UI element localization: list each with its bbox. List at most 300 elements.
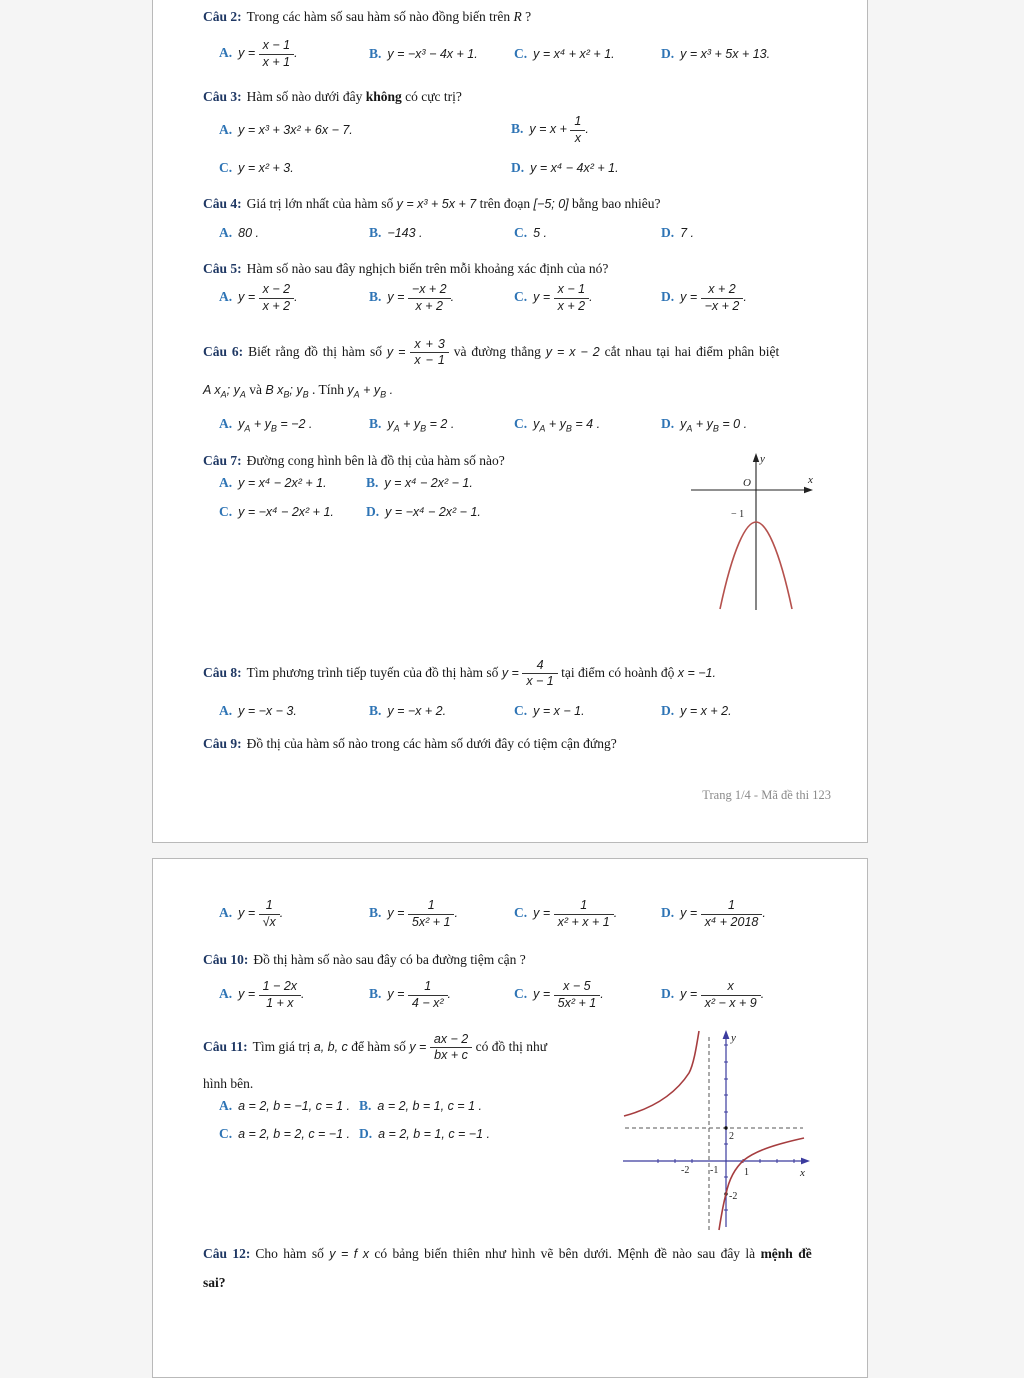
text-segment: có đồ thị như	[472, 1039, 548, 1054]
options-row-cau-7	[219, 500, 843, 524]
subscript: B	[270, 423, 277, 434]
formula: $y_A + y_B = 4$ .	[533, 416, 601, 434]
option-cau-5-c	[514, 282, 661, 314]
text-segment: Hàm số nào sau đây nghịch biến trên mỗi khoảng xác định của nó?	[246, 261, 609, 276]
formula	[386, 336, 449, 368]
option-cau-5-a	[219, 282, 369, 314]
fraction-denominator: bx + c	[430, 1047, 472, 1064]
formula: y = −x⁴ − 2x² + 1.	[238, 505, 334, 519]
fraction-numerator: x − 5	[563, 978, 591, 993]
option-label: D.	[661, 415, 675, 431]
option-label: B.	[369, 415, 382, 431]
formula	[533, 978, 604, 1010]
fraction-numerator: 1	[574, 113, 582, 128]
option-label: B.	[369, 905, 382, 921]
option-label: C.	[219, 1126, 233, 1141]
text-segment: có bảng biến thiên như hình vẽ bên dưới. Mệnh đề nào sau đây là	[368, 1246, 761, 1261]
formula: a = 2, b = 2, c = −1 .	[238, 1127, 351, 1141]
fraction	[701, 281, 747, 314]
formula-prefix: y =	[387, 906, 408, 921]
option-cau-11-b	[359, 1097, 843, 1115]
formula: B $x_B$; $y_B$	[265, 383, 309, 400]
question-line-cau-8	[203, 649, 843, 697]
formula: 7 .	[680, 226, 695, 240]
text-segment: và đường thẳng	[448, 344, 546, 359]
formula-prefix: y =	[533, 906, 554, 921]
text-segment: Tìm giá trị	[252, 1039, 314, 1054]
tick-label-neg1: − 1	[731, 509, 745, 520]
fraction	[408, 282, 451, 314]
hyperbola-right-branch	[719, 1138, 804, 1230]
subscript: A	[220, 389, 227, 400]
text-segment: . Tính	[308, 382, 348, 397]
option-cau-10-b	[369, 979, 514, 1011]
fraction-numerator: 1	[728, 897, 735, 912]
formula	[533, 897, 618, 929]
fraction	[259, 38, 294, 70]
option-label: A.	[219, 1098, 233, 1113]
formula: $y_A + y_B = -2$ .	[238, 416, 313, 434]
formula: y = x³ + 5x + 13.	[680, 47, 771, 61]
option-label: A.	[219, 986, 233, 1002]
formula	[680, 897, 766, 929]
formula-prefix: y =	[238, 906, 259, 921]
option-cau-4-d	[661, 224, 843, 242]
fraction-denominator: x² − x + 9	[701, 995, 761, 1012]
formula-suffix: .	[301, 987, 305, 1002]
fraction	[701, 979, 761, 1011]
option-cau-11-a	[219, 1097, 359, 1115]
question-label: Câu 12:	[203, 1246, 251, 1261]
option-cau-9-d	[661, 898, 843, 930]
question-label: Câu 4:	[203, 196, 242, 211]
formula: y = x³ + 5x + 7	[396, 197, 477, 211]
question-label: Câu 8:	[203, 665, 242, 680]
formula-prefix: y =	[238, 987, 259, 1002]
formula-prefix: y =	[680, 290, 701, 305]
question-line-cau-6	[203, 328, 843, 376]
option-cau-7-c	[219, 503, 366, 521]
question-continuation-cau-6	[203, 378, 843, 402]
option-label: B.	[511, 121, 524, 137]
formula: [−5; 0]	[533, 197, 569, 211]
fraction-numerator: x + 2	[708, 281, 736, 296]
option-label: C.	[514, 225, 528, 240]
fraction	[410, 337, 448, 369]
formula: y = x − 1.	[533, 704, 585, 718]
fraction-denominator: x + 2	[554, 298, 589, 315]
subscript: A	[686, 423, 693, 434]
fraction-numerator: 4	[536, 657, 544, 672]
subscript: B	[420, 423, 427, 434]
subscript: A	[244, 423, 251, 434]
fraction	[701, 897, 766, 930]
subscript: A	[393, 423, 400, 434]
formula-suffix: .	[585, 122, 589, 137]
text-segment: trên đoạn	[476, 196, 534, 211]
subscript: B	[302, 389, 309, 400]
option-cau-10-d	[661, 979, 843, 1011]
x-axis-label: x	[808, 474, 813, 486]
formula-prefix: y =	[238, 46, 259, 61]
question-label: Câu 5:	[203, 261, 242, 276]
options-row-cau-10	[219, 971, 843, 1019]
text-segment: Tìm phương trình tiếp tuyến của đồ thị hàm số	[246, 665, 502, 680]
formula	[238, 978, 305, 1010]
option-cau-9-b	[369, 898, 514, 930]
option-label: C.	[514, 986, 528, 1002]
option-label: A.	[219, 905, 233, 921]
fraction-denominator: x⁴ + 2018	[701, 914, 763, 931]
formula: $y_A + y_B = 0$ .	[680, 416, 748, 434]
formula: a = 2, b = 1, c = −1 .	[378, 1127, 491, 1141]
fraction-numerator: 1	[580, 897, 588, 912]
fraction-denominator: x² + x + 1	[554, 914, 614, 931]
text-segment: Đồ thị của hàm số nào trong các hàm số dưới đây có tiệm cận đứng?	[246, 736, 617, 751]
fraction-numerator: ax − 2	[433, 1031, 469, 1046]
fraction-numerator: x − 1	[557, 281, 586, 296]
formula: y = x⁴ − 2x² + 1.	[238, 476, 327, 490]
option-cau-6-c	[514, 415, 661, 434]
formula-suffix: .	[447, 987, 451, 1002]
question-line-cau-12	[203, 1242, 843, 1266]
tick-label-1: 1	[744, 1167, 749, 1178]
question-continuation-cau-12	[203, 1271, 843, 1295]
fraction	[259, 979, 301, 1011]
question-label: Câu 10:	[203, 952, 249, 967]
question-label: Câu 7:	[203, 453, 242, 468]
formula: −143 .	[387, 226, 423, 240]
formula	[501, 657, 558, 689]
fraction-denominator: x + 1	[259, 54, 294, 71]
text-segment: để hàm số	[347, 1039, 410, 1054]
option-label: B.	[359, 1098, 372, 1113]
formula-prefix: y =	[680, 906, 701, 921]
option-label: D.	[661, 225, 675, 240]
option-cau-3-b	[511, 114, 843, 146]
option-label: D.	[511, 160, 525, 175]
option-label: D.	[661, 905, 675, 921]
subscript: B	[283, 389, 290, 400]
text-segment: Biết rằng đồ thị hàm số	[248, 344, 387, 359]
option-cau-4-b	[369, 224, 514, 242]
option-cau-8-c	[514, 702, 661, 720]
formula: 80 .	[238, 226, 259, 240]
x-axis-arrow-icon	[801, 1158, 810, 1165]
option-cau-3-c	[219, 159, 511, 177]
option-cau-4-a	[219, 224, 369, 242]
fraction	[570, 114, 585, 146]
y-axis-label: y	[760, 453, 765, 465]
formula-suffix: .	[294, 46, 298, 61]
subscript: B	[565, 423, 572, 434]
text-segment: R	[513, 9, 522, 24]
formula: y = x⁴ − 2x² − 1.	[384, 476, 473, 490]
option-cau-7-b	[366, 474, 843, 492]
options-row-cau-3	[219, 156, 843, 180]
formula: $y_A + y_B$ .	[347, 383, 394, 400]
option-label: A.	[219, 45, 233, 61]
formula: y = f x	[329, 1247, 369, 1261]
formula: a = 2, b = −1, c = 1 .	[238, 1099, 351, 1113]
fraction	[554, 282, 589, 314]
formula: y = −x⁴ − 2x² − 1.	[385, 505, 481, 519]
formula-prefix: y =	[238, 290, 259, 305]
option-cau-5-d	[661, 282, 843, 314]
options-row-cau-11	[219, 1122, 843, 1146]
fraction-denominator: x + 2	[259, 298, 294, 315]
formula-suffix: .	[762, 906, 766, 921]
question-label: Câu 3:	[203, 89, 242, 104]
formula	[238, 37, 298, 69]
formula: x = −1.	[677, 666, 716, 680]
option-label: D.	[359, 1126, 373, 1141]
subscript: B	[380, 389, 387, 400]
options-row-cau-5	[219, 274, 843, 322]
question-label: Câu 11:	[203, 1039, 248, 1054]
formula-suffix: .	[589, 290, 593, 305]
text-segment: Hàm số nào dưới đây	[246, 89, 366, 104]
formula	[680, 281, 747, 313]
options-row-cau-7	[219, 471, 843, 495]
option-label: C.	[219, 160, 233, 175]
formula: $y_A + y_B = 2$ .	[387, 416, 455, 434]
origin-label: O	[743, 477, 751, 489]
option-cau-9-c	[514, 898, 661, 930]
formula	[529, 113, 589, 145]
fraction-denominator: 5x² + 1	[408, 914, 455, 931]
option-cau-7-a	[219, 474, 366, 492]
option-label: B.	[369, 986, 382, 1002]
fraction-numerator: x + 3	[414, 336, 445, 351]
option-label: B.	[369, 225, 382, 240]
option-cau-8-a	[219, 702, 369, 720]
options-row-cau-6	[219, 412, 843, 436]
text-segment: Cho hàm số	[255, 1246, 330, 1261]
formula-prefix: y =	[680, 987, 701, 1002]
option-label: A.	[219, 475, 233, 490]
options-row-cau-3	[219, 107, 843, 153]
fraction-denominator: x	[570, 130, 585, 147]
option-label: D.	[661, 986, 675, 1002]
y-axis-label: y	[731, 1032, 736, 1044]
fraction-denominator: x − 1	[522, 673, 557, 690]
formula-suffix: .	[279, 906, 284, 921]
formula: y = x + 2.	[680, 704, 732, 718]
option-cau-6-a	[219, 415, 369, 434]
formula-suffix: .	[454, 906, 458, 921]
options-row-cau-11	[219, 1094, 843, 1118]
text-segment: hình bên.	[203, 1076, 254, 1091]
text-segment: Đường cong hình bên là đồ thị của hàm số nào?	[246, 453, 505, 468]
fraction-denominator: 5x² + 1	[554, 995, 601, 1012]
formula: 5 .	[533, 226, 548, 240]
subscript: A	[239, 389, 246, 400]
formula-prefix: y =	[533, 987, 554, 1002]
option-label: C.	[514, 905, 528, 921]
formula-prefix: y =	[386, 345, 411, 359]
formula-suffix: .	[450, 290, 455, 305]
text-segment: Trong các hàm số sau hàm số nào đồng biến trên	[246, 9, 514, 24]
fraction	[554, 978, 604, 1011]
text-segment: bằng bao nhiêu?	[568, 196, 661, 211]
formula-prefix: y =	[533, 290, 554, 305]
x-axis-label: x	[800, 1167, 805, 1179]
option-label: B.	[369, 703, 382, 718]
formula-prefix: y = x +	[529, 122, 571, 137]
question-continuation-cau-11	[203, 1073, 843, 1095]
option-label: A.	[219, 415, 233, 431]
option-cau-6-b	[369, 415, 514, 434]
fraction-numerator: x	[727, 978, 734, 993]
formula-prefix: y =	[387, 290, 408, 305]
option-label: B.	[369, 289, 382, 305]
option-cau-5-b	[369, 282, 514, 314]
option-label: A.	[219, 225, 233, 240]
fraction	[259, 282, 294, 314]
fraction	[408, 897, 458, 930]
option-cau-3-d	[511, 159, 843, 177]
fraction-denominator: 4 − x²	[408, 995, 448, 1012]
formula-prefix: y =	[501, 666, 523, 680]
formula-suffix: .	[613, 906, 618, 921]
subscript: B	[712, 423, 719, 434]
formula-suffix: .	[743, 290, 747, 305]
formula	[238, 281, 298, 313]
text-segment: cắt nhau tại hai điểm phân biệt	[599, 344, 780, 359]
options-row-cau-4	[219, 221, 843, 245]
question-label: Câu 2:	[203, 9, 242, 24]
fraction-numerator: 1	[265, 897, 273, 912]
formula	[533, 281, 593, 313]
options-row-cau-2	[219, 30, 843, 78]
option-label: C.	[514, 46, 528, 61]
text-segment: tại điểm có hoành độ	[557, 665, 678, 680]
tick-label-neg2: -2	[681, 1165, 690, 1176]
option-cau-10-c	[514, 979, 661, 1011]
text-segment: và	[245, 382, 266, 397]
fraction	[408, 979, 448, 1011]
formula: y = x − 2	[545, 345, 600, 359]
option-label: D.	[661, 289, 675, 305]
options-row-cau-9	[219, 889, 843, 939]
subscript: A	[353, 389, 360, 400]
option-label: D.	[661, 703, 675, 718]
fraction-numerator: x − 1	[262, 37, 291, 52]
exam-page-2	[152, 858, 868, 1378]
option-label: D.	[366, 504, 380, 519]
text-segment: Giá trị lớn nhất của hàm số	[246, 196, 397, 211]
page-footer: Trang 1/4 - Mã đề thi 123	[702, 788, 831, 802]
text-segment: có cực trị?	[401, 89, 462, 104]
formula-suffix: .	[294, 290, 298, 305]
formula: A $x_A$; $y_A$	[203, 383, 246, 400]
question-line-cau-9	[203, 733, 843, 755]
option-cau-2-a	[219, 38, 369, 70]
option-label: A.	[219, 703, 233, 718]
formula: a = 2, b = 1, c = 1 .	[377, 1099, 482, 1113]
question-line-cau-4	[203, 192, 843, 216]
fraction	[430, 1032, 472, 1064]
formula	[387, 281, 455, 313]
formula	[409, 1031, 472, 1063]
formula: y = −x³ − 4x + 1.	[387, 47, 478, 61]
option-cau-11-d	[359, 1125, 843, 1143]
tick-label-neg1: -1	[710, 1165, 719, 1176]
option-cau-2-c	[514, 45, 661, 63]
formula: y = x² + 3.	[238, 161, 294, 175]
formula	[238, 897, 284, 929]
fraction	[259, 898, 280, 930]
option-label: D.	[661, 46, 675, 61]
option-cau-6-d	[661, 415, 843, 434]
option-label: B.	[369, 46, 382, 61]
question-label: Câu 9:	[203, 736, 242, 751]
text-segment: không	[365, 89, 402, 104]
option-label: A.	[219, 122, 233, 137]
fraction	[554, 898, 614, 930]
text-segment: mệnh đề	[760, 1246, 812, 1261]
tick-label-neg2-y: -2	[729, 1191, 738, 1202]
option-label: C.	[514, 289, 528, 305]
formula-prefix: y =	[387, 987, 408, 1002]
question-line-cau-2	[203, 6, 843, 28]
formula: y = −x − 3.	[238, 704, 297, 718]
fraction-denominator: √x	[259, 914, 280, 931]
formula: y = x⁴ − 4x² + 1.	[530, 161, 619, 175]
option-label: C.	[219, 504, 233, 519]
option-cau-8-d	[661, 702, 843, 720]
option-cau-9-a	[219, 898, 369, 930]
option-label: C.	[514, 415, 528, 431]
question-label: Câu 6:	[203, 344, 244, 359]
fraction-denominator: x − 1	[410, 352, 448, 369]
fraction-denominator: 1 + x	[259, 995, 301, 1012]
formula-suffix: .	[600, 987, 604, 1002]
formula: y = x⁴ + x² + 1.	[533, 47, 615, 61]
fraction-denominator: −x + 2	[701, 298, 744, 315]
formula: y = −x + 2.	[387, 704, 447, 718]
fraction-numerator: 1 − 2x	[262, 978, 298, 993]
fraction-numerator: −x + 2	[411, 281, 447, 296]
text-segment: Đồ thị hàm số nào sau đây có ba đường tiệm cận ?	[253, 952, 526, 967]
exam-page-1	[152, 0, 868, 843]
tick-label-2: 2	[729, 1131, 734, 1142]
option-cau-8-b	[369, 702, 514, 720]
question-line-cau-11	[203, 1023, 843, 1071]
subscript: A	[539, 423, 546, 434]
fraction-numerator: 1	[427, 897, 435, 912]
fraction-numerator: x − 2	[262, 281, 291, 296]
formula-prefix: y =	[409, 1040, 430, 1054]
option-cau-3-a	[219, 121, 511, 139]
fraction-numerator: 1	[424, 978, 432, 993]
text-segment: ?	[521, 9, 532, 24]
text-segment: sai?	[203, 1275, 226, 1290]
option-label: A.	[219, 289, 233, 305]
options-row-cau-8	[219, 699, 843, 723]
fraction-denominator: x + 2	[408, 298, 451, 315]
fraction	[522, 658, 557, 690]
question-line-cau-3	[203, 86, 843, 108]
formula: y = x³ + 3x² + 6x − 7.	[238, 123, 353, 137]
option-label: C.	[514, 703, 528, 718]
option-cau-2-b	[369, 45, 514, 63]
option-cau-11-c	[219, 1125, 359, 1143]
formula	[387, 897, 458, 929]
formula: a, b, c	[313, 1040, 348, 1054]
option-cau-10-a	[219, 979, 369, 1011]
